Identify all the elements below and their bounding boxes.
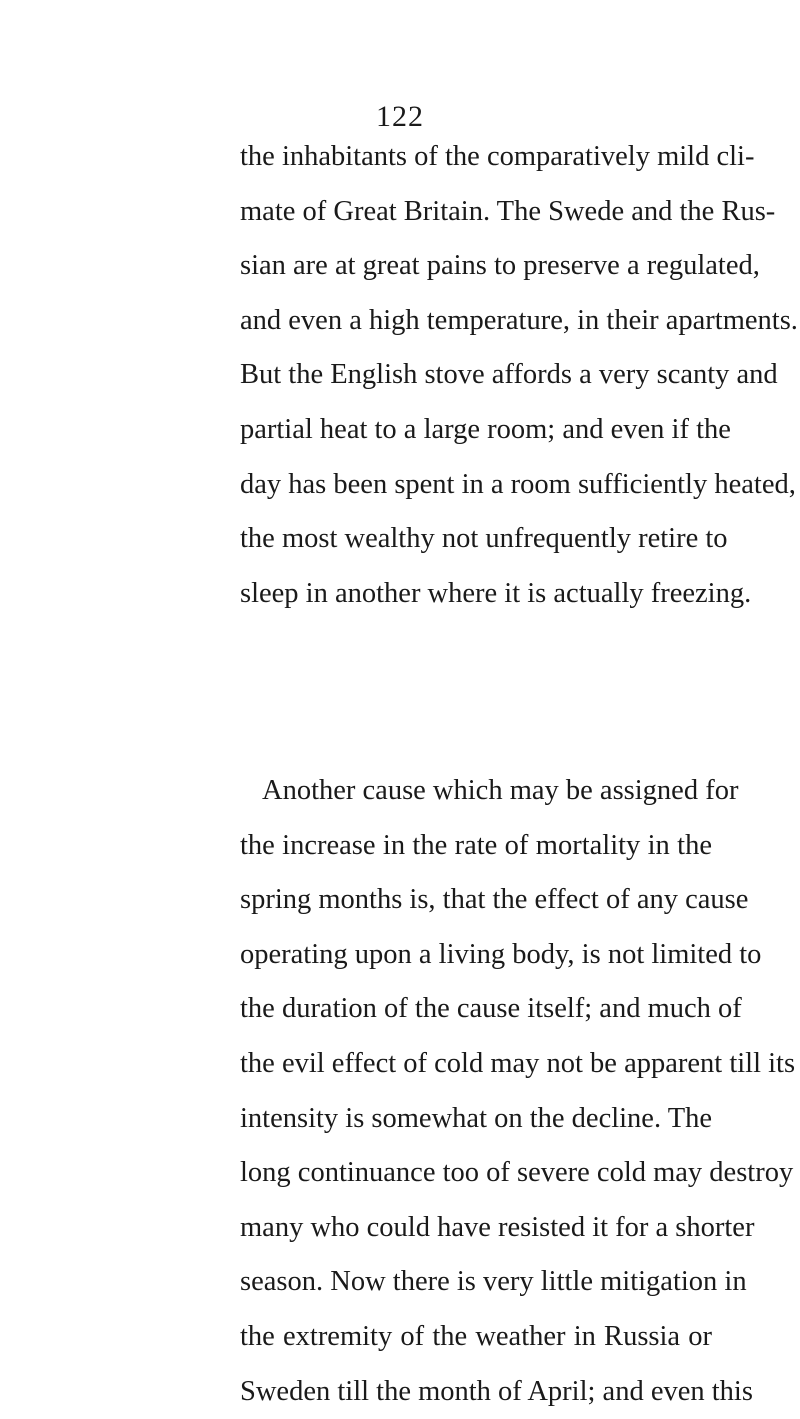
- text-line: the increase in the rate of mortality in the: [240, 829, 712, 861]
- text-line: the inhabitants of the comparatively mild cli-: [240, 141, 755, 172]
- text-line: operating upon a living body, is not limited to: [240, 938, 762, 970]
- text-line: the most wealthy not unfrequently retire to: [240, 523, 728, 555]
- paragraph-1: [240, 130, 798, 621]
- text-line: spring months is, that the effect of any cause: [240, 884, 749, 916]
- text-line: the extremity of the weather in Russia or: [240, 1320, 712, 1352]
- text-line: intensity is somewhat on the decline. The: [240, 1102, 713, 1134]
- text-line: mate of Great Britain. The Swede and the Rus-: [240, 195, 776, 227]
- paragraph-2: [240, 764, 796, 1419]
- text-line: Another cause which may be assigned for: [262, 775, 739, 806]
- text-line: season. Now there is very little mitigation in: [240, 1266, 747, 1298]
- page-number: 122: [376, 100, 424, 133]
- text-line: But the English stove affords a very scanty and: [240, 359, 778, 391]
- text-line: sleep in another where it is actually freezing.: [240, 577, 752, 609]
- text-line: the duration of the cause itself; and much of: [240, 993, 742, 1025]
- text-line: sian are at great pains to preserve a regulated,: [240, 250, 760, 282]
- text-line: many who could have resisted it for a shorter: [240, 1211, 755, 1243]
- text-line: partial heat to a large room; and even if the: [240, 413, 731, 445]
- text-line: long continuance too of severe cold may destroy: [240, 1157, 794, 1189]
- text-line: the evil effect of cold may not be apparent till its: [240, 1047, 796, 1079]
- text-line: and even a high temperature, in their apartments.: [240, 304, 798, 336]
- text-line: day has been spent in a room sufficiently heated,: [240, 468, 796, 500]
- text-line: Sweden till the month of April; and even this: [240, 1375, 753, 1407]
